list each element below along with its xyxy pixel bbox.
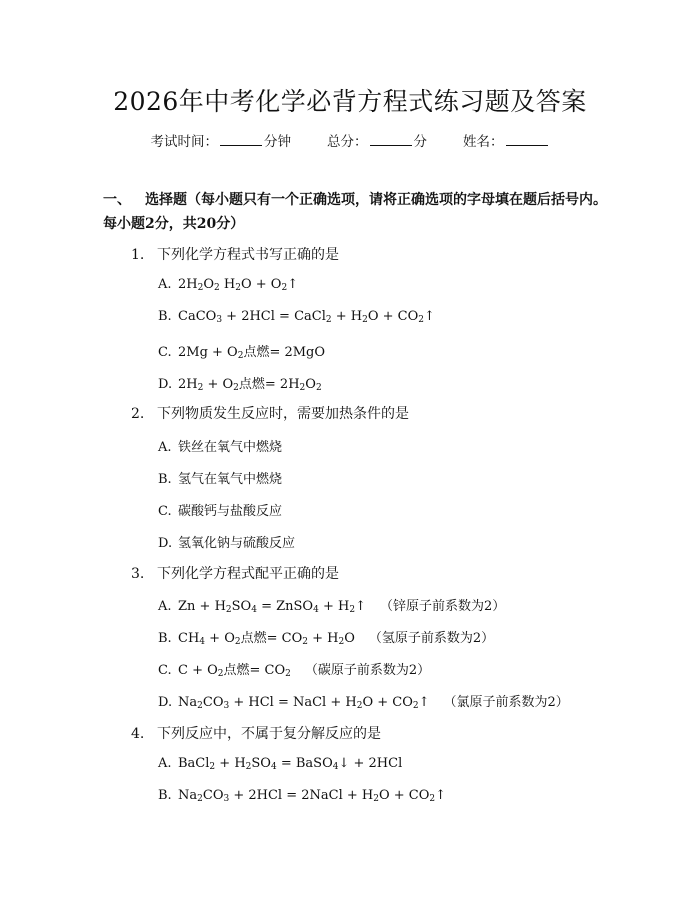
formula-text: CO xyxy=(202,695,224,710)
gas-arrow: ↑ xyxy=(287,277,299,292)
total-score-unit: 分 xyxy=(413,134,427,150)
option-text: 氢气在氧气中燃烧 xyxy=(178,472,283,487)
subscript: 2 xyxy=(209,762,216,772)
subscript: 2 xyxy=(225,605,232,615)
question-text: 下列化学方程式配平正确的是 xyxy=(157,566,339,582)
subscript: 4 xyxy=(199,637,206,647)
formula-text: 点燃= CO xyxy=(223,663,286,678)
total-score-blank xyxy=(370,132,412,146)
question-text: 下列反应中，不属于复分解反应的是 xyxy=(157,726,381,742)
subscript: 3 xyxy=(223,794,230,804)
subscript: 2 xyxy=(338,637,345,647)
formula-text: SO xyxy=(251,756,271,771)
formula-text: O + O xyxy=(240,277,282,292)
gas-arrow: ↑ xyxy=(355,599,366,614)
option-text: 氢氧化钠与硫酸反应 xyxy=(178,536,296,551)
total-score-label: 总分： xyxy=(327,134,368,150)
subscript: 3 xyxy=(223,701,230,711)
option-letter: C. xyxy=(158,504,172,519)
exam-time-label: 考试时间： xyxy=(150,134,218,150)
formula-text: + H xyxy=(331,309,363,324)
option-3c xyxy=(158,659,430,679)
formula-text: ↓ + 2HCl xyxy=(338,756,403,771)
option-letter: C. xyxy=(158,663,172,678)
formula-text: Zn + H xyxy=(178,599,226,614)
formula-text: + H xyxy=(215,756,246,771)
subscript: 2 xyxy=(349,605,356,615)
formula-text: + 2HCl = CaCl xyxy=(222,309,326,324)
formula-text: 2H xyxy=(178,377,198,392)
formula-text: CH xyxy=(178,631,200,646)
formula-text: CO xyxy=(202,788,224,803)
option-note: （氢原子前系数为2） xyxy=(368,631,495,646)
option-2d xyxy=(158,532,295,551)
subscript: 2 xyxy=(302,637,308,647)
section-number: 一、 xyxy=(103,192,131,208)
formula-text: O xyxy=(203,277,215,292)
subscript: 4 xyxy=(251,605,257,615)
option-letter: B. xyxy=(158,631,172,646)
subscript: 2 xyxy=(234,637,241,647)
question-number: 1. xyxy=(131,247,145,263)
subscript: 4 xyxy=(270,762,277,772)
gas-arrow: ↑ xyxy=(418,695,430,710)
question-number: 2. xyxy=(131,406,145,422)
subscript: 2 xyxy=(299,383,306,393)
formula-text: + 2HCl = 2NaCl + H xyxy=(229,788,374,803)
subscript: 2 xyxy=(356,701,363,711)
subscript: 2 xyxy=(214,283,220,293)
formula-text: Na xyxy=(178,788,198,803)
formula-text: 2Mg + O xyxy=(178,345,238,360)
subscript: 2 xyxy=(418,315,425,325)
option-letter: A. xyxy=(158,440,172,455)
formula-text: O + CO xyxy=(367,309,419,324)
formula-text: BaCl xyxy=(178,756,210,771)
formula-text: H xyxy=(219,277,236,292)
question-3 xyxy=(131,563,339,583)
option-letter: C. xyxy=(158,345,172,360)
formula-text: = ZnSO xyxy=(256,599,314,614)
option-letter: B. xyxy=(158,472,172,487)
gas-arrow: ↑ xyxy=(435,788,447,803)
formula-text: + H xyxy=(318,599,350,614)
formula-text: SO xyxy=(231,599,252,614)
option-1a xyxy=(158,277,298,293)
subscript: 2 xyxy=(429,794,436,804)
subscript: 2 xyxy=(285,669,291,679)
option-note: （氯原子前系数为2） xyxy=(443,695,569,710)
option-2b xyxy=(158,468,282,487)
option-1b xyxy=(158,309,435,325)
formula-text: O xyxy=(305,377,316,392)
formula-text: CaCO xyxy=(178,309,217,324)
question-2 xyxy=(131,403,409,423)
subscript: 2 xyxy=(197,383,204,393)
option-text: 碳酸钙与盐酸反应 xyxy=(178,504,283,519)
subscript: 2 xyxy=(235,283,241,293)
option-letter: A. xyxy=(158,277,172,292)
formula-text: 点燃= 2MgO xyxy=(243,345,326,360)
option-letter: D. xyxy=(158,377,173,392)
option-text: 铁丝在氧气中燃烧 xyxy=(178,440,283,455)
formula-text: O + CO xyxy=(362,695,413,710)
formula-text: 点燃= 2H xyxy=(238,377,300,392)
option-1c xyxy=(158,341,325,361)
subscript: 2 xyxy=(412,701,419,711)
question-4 xyxy=(131,723,381,743)
name-field xyxy=(463,130,550,150)
subscript: 2 xyxy=(281,283,288,293)
exam-meta xyxy=(0,130,700,150)
subscript: 4 xyxy=(332,762,339,772)
formula-text: = BaSO xyxy=(276,756,333,771)
question-text: 下列化学方程式书写正确的是 xyxy=(157,247,339,263)
option-letter: D. xyxy=(158,695,173,710)
total-score-field xyxy=(327,130,427,150)
question-number: 4. xyxy=(131,726,145,742)
exam-time-field xyxy=(151,130,292,150)
subscript: 2 xyxy=(197,701,203,711)
name-blank xyxy=(506,132,548,146)
option-letter: A. xyxy=(158,599,172,614)
option-letter: A. xyxy=(158,756,172,771)
question-text: 下列物质发生反应时，需要加热条件的是 xyxy=(157,406,409,422)
option-3d xyxy=(158,691,569,711)
section-heading xyxy=(103,188,613,236)
option-1d xyxy=(158,373,322,393)
formula-text: 点燃= CO xyxy=(240,631,303,646)
exam-time-unit: 分钟 xyxy=(264,134,291,150)
gas-arrow: ↑ xyxy=(424,309,435,324)
option-3b xyxy=(158,627,494,647)
subscript: 4 xyxy=(313,605,319,615)
subscript: 2 xyxy=(197,794,203,804)
formula-text: + O xyxy=(203,377,234,392)
option-4a xyxy=(158,756,402,772)
formula-text: + O xyxy=(205,631,235,646)
formula-text: Na xyxy=(178,695,198,710)
option-note: （锌原子前系数为2） xyxy=(379,599,506,614)
exam-time-blank xyxy=(220,132,262,146)
formula-text: 2H xyxy=(178,277,198,292)
question-1 xyxy=(131,244,339,264)
section-instructions: 选择题（每小题只有一个正确选项，请将正确选项的字母填在题后括号内。每小题2分，共20分） xyxy=(103,192,607,232)
option-note: （碳原子前系数为2） xyxy=(304,663,431,678)
name-label: 姓名： xyxy=(463,134,504,150)
option-3a xyxy=(158,595,505,615)
formula-text: + H xyxy=(307,631,339,646)
subscript: 3 xyxy=(216,315,223,325)
subscript: 2 xyxy=(315,383,322,393)
formula-text: C + O xyxy=(178,663,218,678)
option-letter: B. xyxy=(158,309,172,324)
question-number: 3. xyxy=(131,566,145,582)
page-title: 2026年中考化学必背方程式练习题及答案 xyxy=(113,87,587,116)
option-4b xyxy=(158,788,446,804)
option-letter: B. xyxy=(158,788,172,803)
formula-text: O + CO xyxy=(378,788,430,803)
formula-text: + HCl = NaCl + H xyxy=(229,695,357,710)
subscript: 2 xyxy=(362,315,368,325)
option-letter: D. xyxy=(158,536,173,551)
subscript: 2 xyxy=(217,669,224,679)
option-2a xyxy=(158,436,282,455)
subscript: 2 xyxy=(197,283,204,293)
subscript: 2 xyxy=(237,351,244,361)
subscript: 2 xyxy=(245,762,252,772)
formula-text: O xyxy=(344,631,355,646)
subscript: 2 xyxy=(233,383,239,393)
subscript: 2 xyxy=(325,315,332,325)
subscript: 2 xyxy=(373,794,379,804)
option-2c xyxy=(158,500,282,519)
